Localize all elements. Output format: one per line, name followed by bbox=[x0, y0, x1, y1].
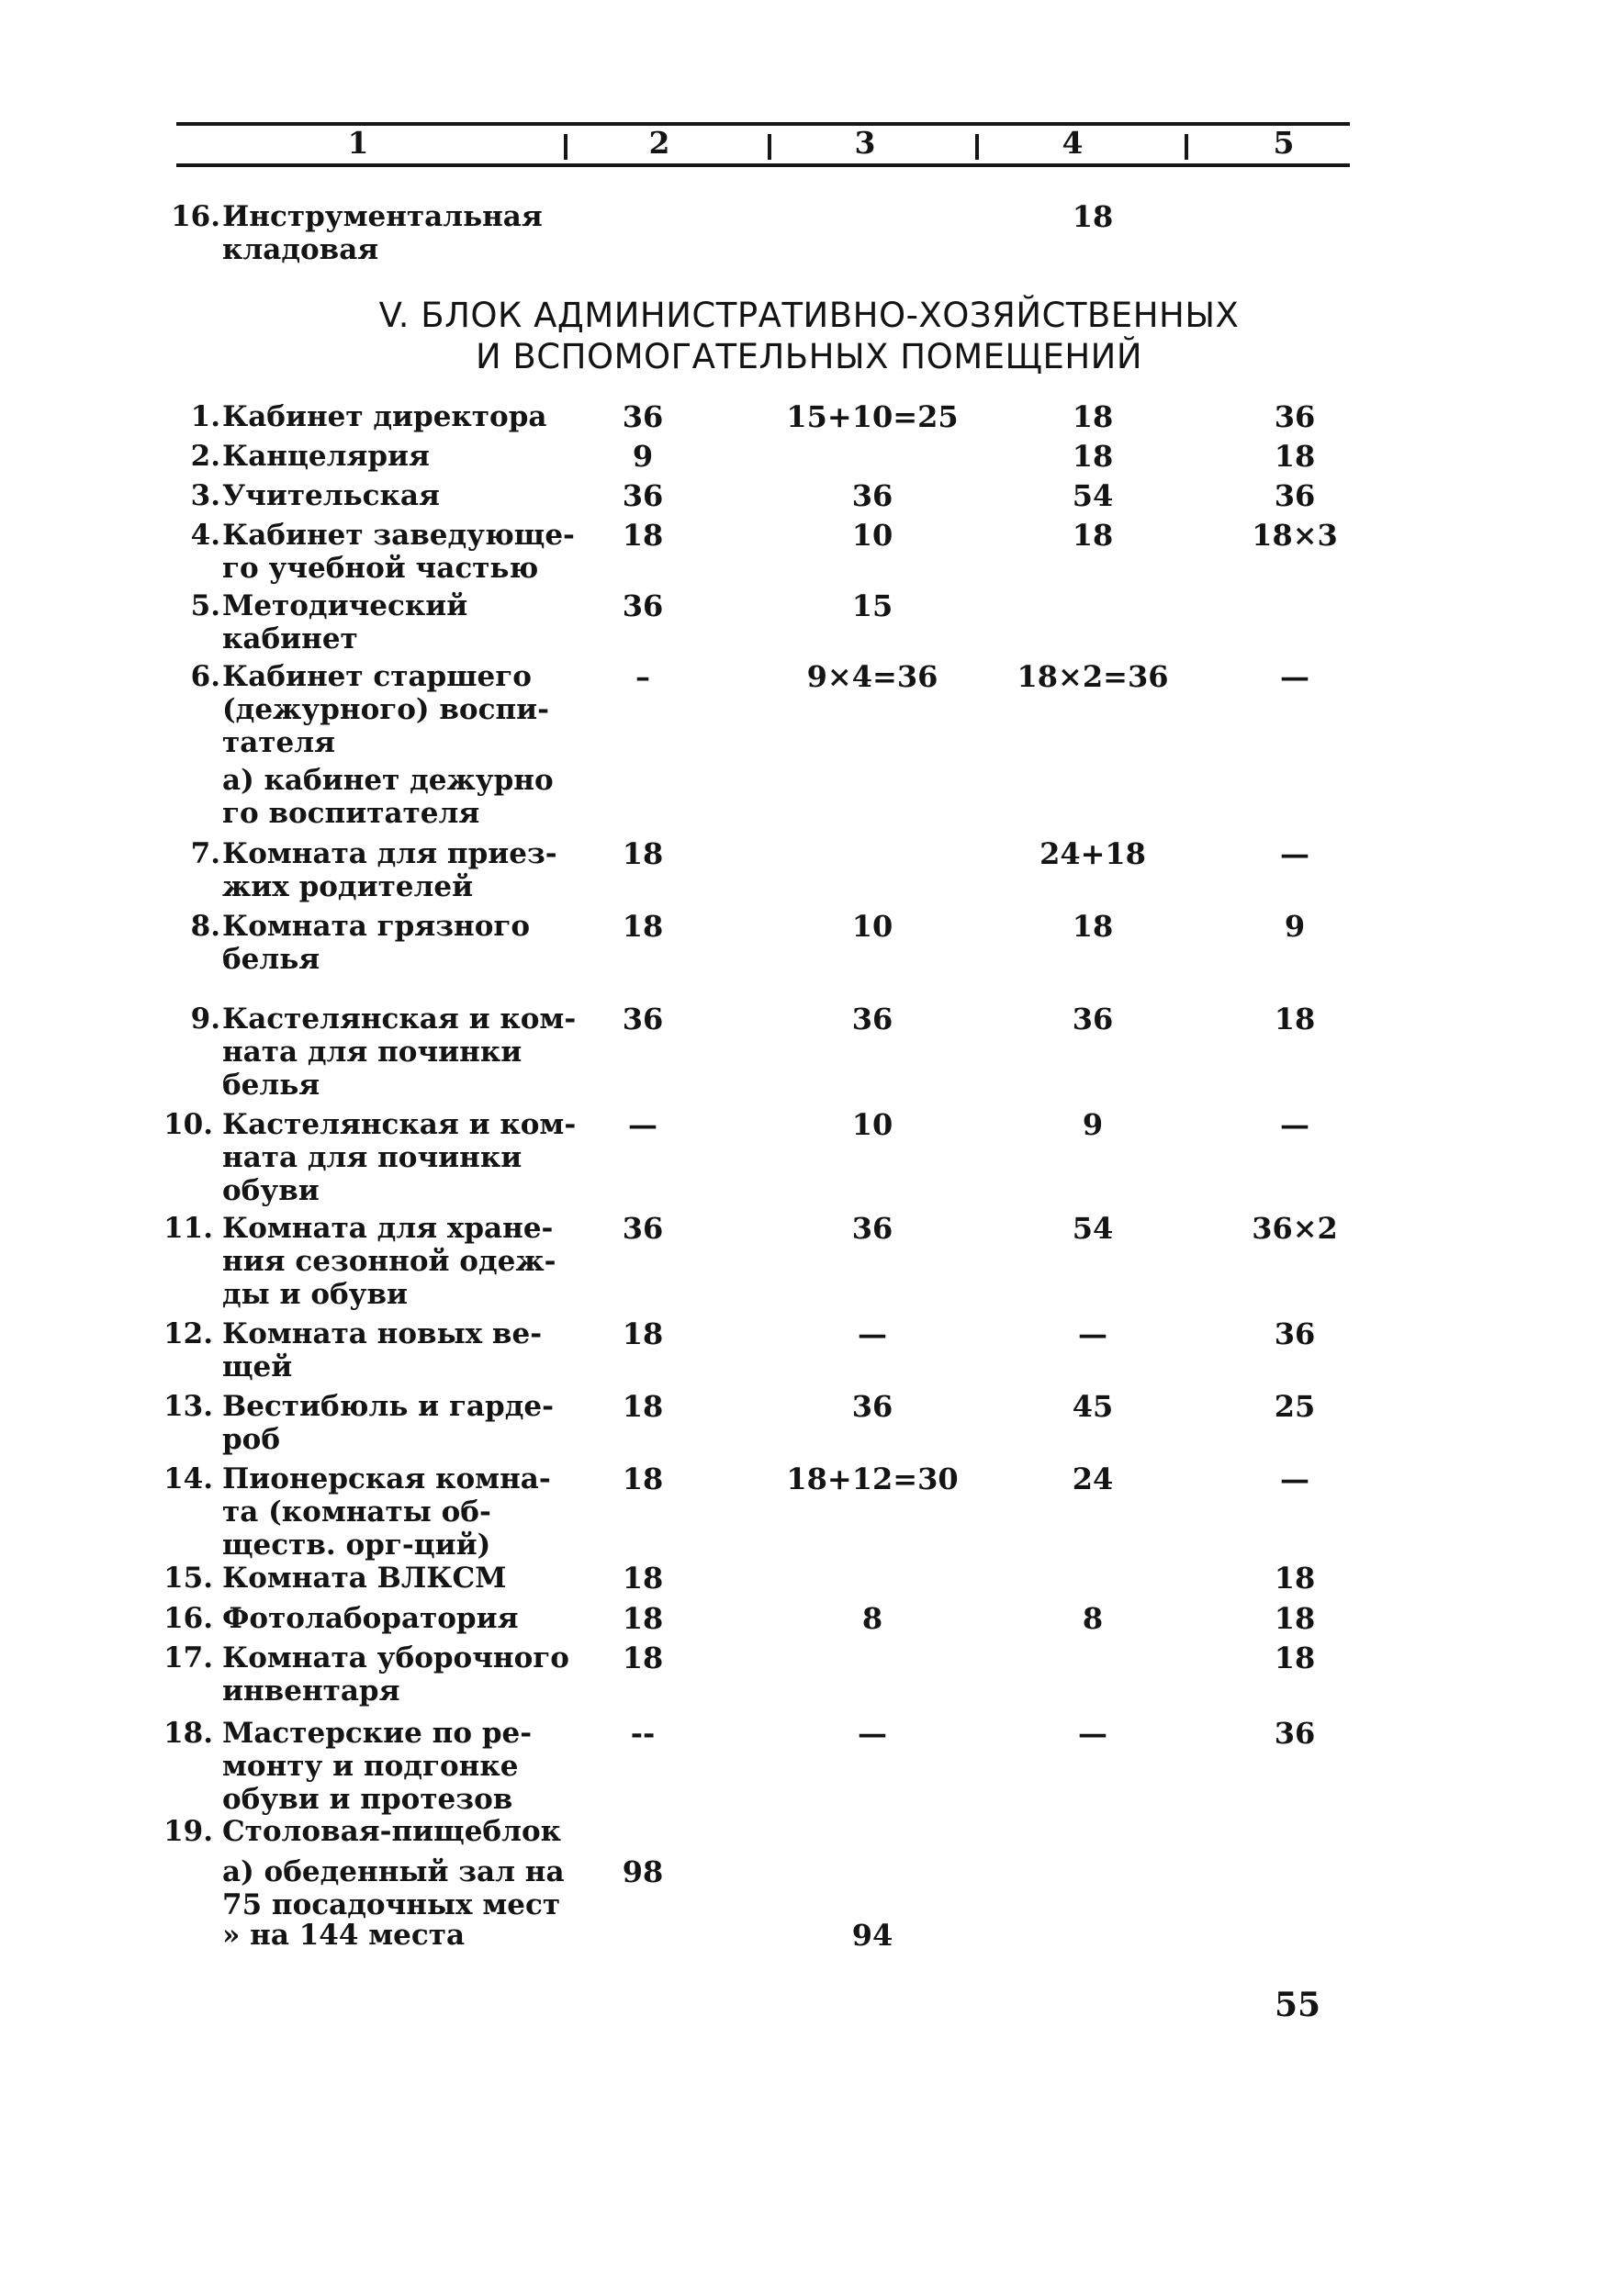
row-label bbox=[222, 837, 562, 903]
cell-col-3: 36 bbox=[851, 1389, 893, 1424]
row-label bbox=[222, 1390, 562, 1456]
cell-col-2: 36 bbox=[622, 1211, 664, 1246]
header-divider bbox=[768, 134, 771, 160]
cell-col-4: 54 bbox=[1072, 1211, 1114, 1246]
row-label bbox=[222, 400, 562, 433]
row-label-line: » на 144 места bbox=[222, 1919, 466, 1952]
row-label bbox=[222, 1562, 562, 1595]
row-label-line: жих родителей bbox=[222, 870, 474, 903]
row-label bbox=[222, 1641, 569, 1708]
row-number: 1. bbox=[190, 400, 220, 433]
row-label-line: та (комнаты об- bbox=[222, 1495, 491, 1529]
page-number: 55 bbox=[1275, 1986, 1321, 2024]
row-number: 12. bbox=[163, 1317, 213, 1350]
cell-col-5: 18 bbox=[1274, 1561, 1316, 1596]
row-label bbox=[222, 1855, 565, 1921]
cell-col-2: 36 bbox=[622, 1002, 664, 1036]
cell-col-3: 10 bbox=[851, 909, 893, 944]
row-label-line: Кастелянская и ком- bbox=[222, 1108, 577, 1141]
cell-col-5: 25 bbox=[1274, 1389, 1316, 1424]
row-number: 4. bbox=[190, 519, 220, 552]
cell-col-3: 94 bbox=[851, 1918, 893, 1953]
header-divider bbox=[564, 134, 567, 160]
cell-col-5: — bbox=[1280, 659, 1309, 694]
cell-col-3: 10 bbox=[851, 1107, 893, 1142]
row-label-line: Канцелярия bbox=[222, 440, 430, 473]
cell-col-5: 36×2 bbox=[1252, 1211, 1338, 1246]
row-number: 11. bbox=[163, 1212, 213, 1245]
cell-col-3: 36 bbox=[851, 1211, 893, 1246]
row-label-line: белья bbox=[222, 1069, 320, 1102]
cell-col-2: 36 bbox=[622, 588, 664, 623]
cell-col-5: 18 bbox=[1274, 1002, 1316, 1036]
cell-col-2: — bbox=[628, 1107, 657, 1142]
cell-col-3: 36 bbox=[851, 1002, 893, 1036]
header-col-2: 2 bbox=[648, 125, 670, 161]
row-label-line: го воспитателя bbox=[222, 797, 480, 830]
cell-col-2: 36 bbox=[622, 478, 664, 513]
row-label-line: Комната новых ве- bbox=[222, 1317, 543, 1350]
row-label bbox=[222, 910, 562, 976]
cell-col-4: 8 bbox=[1082, 1601, 1104, 1636]
row-label-line: Инструментальная bbox=[222, 200, 543, 233]
header-col-5: 5 bbox=[1273, 125, 1295, 161]
header-divider bbox=[975, 134, 979, 160]
row-label-line: Комната уборочного bbox=[222, 1641, 569, 1674]
cell-col-3: 15 bbox=[851, 588, 893, 623]
row-label-line: белья bbox=[222, 943, 320, 976]
cell-col-3: 18+12=30 bbox=[786, 1462, 959, 1496]
cell-col-2: 18 bbox=[622, 1462, 664, 1496]
row-label bbox=[222, 1002, 577, 1102]
row-label-line: щей bbox=[222, 1350, 293, 1383]
cell-col-2: 18 bbox=[622, 909, 664, 944]
cell-col-4: 18 bbox=[1072, 439, 1114, 474]
cell-col-4: 18×2=36 bbox=[1017, 659, 1169, 694]
cell-col-4: 24+18 bbox=[1039, 836, 1146, 871]
cell-col-5: 36 bbox=[1274, 1716, 1316, 1751]
row-label-line: Кастелянская и ком- bbox=[222, 1002, 577, 1036]
cell-col-3: 9×4=36 bbox=[806, 659, 938, 694]
cell-col-4: 45 bbox=[1072, 1389, 1114, 1424]
row-label-line: (дежурного) воспи- bbox=[222, 693, 550, 726]
row-label-line: кабинет bbox=[222, 622, 358, 655]
cell-col-2: 98 bbox=[622, 1854, 664, 1889]
row-number: 16. bbox=[171, 200, 220, 233]
row-label-line: Методический bbox=[222, 589, 468, 622]
cell-col-2: – bbox=[635, 659, 650, 694]
row-label bbox=[222, 440, 562, 473]
cell-col-5: 18×3 bbox=[1252, 518, 1338, 553]
row-label-line: Комната ВЛКСМ bbox=[222, 1562, 507, 1595]
row-label-line: обуви bbox=[222, 1174, 320, 1207]
row-label bbox=[222, 764, 562, 830]
row-label-line: Кабинет заведующе- bbox=[222, 519, 575, 552]
row-number: 10. bbox=[163, 1108, 213, 1141]
row-label bbox=[222, 1212, 562, 1311]
row-label-line: 75 посадочных мест bbox=[222, 1888, 561, 1921]
cell-col-5: — bbox=[1280, 1107, 1309, 1142]
header-col-4: 4 bbox=[1062, 125, 1084, 161]
cell-col-4: 18 bbox=[1072, 909, 1114, 944]
header-divider bbox=[1185, 134, 1188, 160]
row-label-line: а) кабинет дежурно bbox=[222, 764, 554, 797]
cell-col-4: 36 bbox=[1072, 1002, 1114, 1036]
row-number: 9. bbox=[190, 1002, 220, 1036]
cell-col-2: 18 bbox=[622, 1601, 664, 1636]
row-label-line: Комната для хране- bbox=[222, 1212, 554, 1245]
row-label bbox=[222, 1108, 577, 1207]
cell-col-2: 18 bbox=[622, 1316, 664, 1351]
row-label-line: Комната для приез- bbox=[222, 837, 557, 870]
cell-col-5: 36 bbox=[1274, 399, 1316, 434]
cell-col-4: 54 bbox=[1072, 478, 1114, 513]
row-number: 16. bbox=[163, 1602, 213, 1635]
section-title-line-2: И ВСПОМОГАТЕЛЬНЫХ ПОМЕЩЕНИЙ bbox=[475, 337, 1143, 376]
cell-col-2: 18 bbox=[622, 836, 664, 871]
cell-col-4: 18 bbox=[1072, 399, 1114, 434]
row-label-line: Комната грязного bbox=[222, 910, 531, 943]
row-label bbox=[222, 200, 562, 266]
row-label bbox=[222, 519, 575, 585]
row-number: 8. bbox=[190, 910, 220, 943]
row-number: 13. bbox=[163, 1390, 213, 1423]
cell-col-3: 10 bbox=[851, 518, 893, 553]
cell-col-3: 15+10=25 bbox=[786, 399, 959, 434]
cell-col-2: 18 bbox=[622, 518, 664, 553]
row-label bbox=[222, 1815, 562, 1848]
row-label-line: Столовая-пищеблок bbox=[222, 1815, 562, 1848]
cell-col-4: 18 bbox=[1072, 518, 1114, 553]
cell-col-4: 24 bbox=[1072, 1462, 1114, 1496]
row-number: 7. bbox=[190, 837, 220, 870]
row-number: 5. bbox=[190, 589, 220, 622]
row-label-line: ществ. орг-ций) bbox=[222, 1529, 491, 1562]
row-label bbox=[222, 1919, 562, 1952]
row-number: 3. bbox=[190, 479, 220, 512]
row-label-line: Учительская bbox=[222, 479, 440, 512]
cell-col-5: 36 bbox=[1274, 478, 1316, 513]
row-label-line: монту и подгонке bbox=[222, 1750, 519, 1783]
row-label bbox=[222, 589, 562, 655]
cell-col-4: 9 bbox=[1082, 1107, 1104, 1142]
cell-col-5: 18 bbox=[1274, 439, 1316, 474]
row-number: 6. bbox=[190, 660, 220, 693]
row-label-line: Пионерская комна- bbox=[222, 1462, 551, 1495]
header-col-3: 3 bbox=[854, 125, 876, 161]
cell-col-3: — bbox=[858, 1316, 887, 1351]
row-label-line: Фотолаборатория bbox=[222, 1602, 519, 1635]
row-label-line: ния сезонной одеж- bbox=[222, 1245, 556, 1278]
row-label-line: инвентаря bbox=[222, 1674, 400, 1708]
row-label-line: кладовая bbox=[222, 233, 379, 266]
row-label-line: Мастерские по ре- bbox=[222, 1717, 533, 1750]
row-label-line: ната для починки bbox=[222, 1141, 522, 1174]
row-label-line: роб bbox=[222, 1423, 281, 1456]
cell-col-2: 18 bbox=[622, 1561, 664, 1596]
cell-col-5: 36 bbox=[1274, 1316, 1316, 1351]
header-col-1: 1 bbox=[347, 125, 369, 161]
row-label bbox=[222, 1602, 562, 1635]
cell-col-3: — bbox=[858, 1716, 887, 1751]
row-label-line: ната для починки bbox=[222, 1036, 522, 1069]
row-number: 2. bbox=[190, 440, 220, 473]
row-label-line: Вестибюль и гарде- bbox=[222, 1390, 554, 1423]
row-label-line: обуви и протезов bbox=[222, 1783, 513, 1816]
row-label bbox=[222, 1717, 562, 1816]
cell-col-2: 9 bbox=[632, 439, 654, 474]
row-label bbox=[222, 479, 562, 512]
row-number: 14. bbox=[163, 1462, 213, 1495]
section-title-line-1: V. БЛОК АДМИНИСТРАТИВНО-ХОЗЯЙСТВЕННЫХ bbox=[378, 296, 1240, 335]
header-bottom-rule bbox=[176, 163, 1350, 167]
cell-col-4: — bbox=[1078, 1316, 1107, 1351]
row-number: 15. bbox=[163, 1562, 213, 1595]
row-label-line: ды и обуви bbox=[222, 1278, 409, 1311]
cell-col-2: -- bbox=[630, 1716, 656, 1751]
row-label-line: Кабинет директора bbox=[222, 400, 547, 433]
cell-col-2: 18 bbox=[622, 1389, 664, 1424]
row-label-line: тателя bbox=[222, 726, 335, 759]
row-label-line: а) обеденный зал на bbox=[222, 1855, 565, 1888]
cell-col-4: — bbox=[1078, 1716, 1107, 1751]
row-label bbox=[222, 1462, 562, 1562]
row-label bbox=[222, 660, 562, 759]
row-number: 19. bbox=[163, 1815, 213, 1848]
cell-col-5: 9 bbox=[1284, 909, 1306, 944]
cell-col-5: 18 bbox=[1274, 1601, 1316, 1636]
row-label-line: Кабинет старшего bbox=[222, 660, 532, 693]
cell-col-2: 18 bbox=[622, 1641, 664, 1675]
row-label-line: го учебной частью bbox=[222, 552, 539, 585]
row-number: 17. bbox=[163, 1641, 213, 1674]
cell-col-3: 36 bbox=[851, 478, 893, 513]
cell-col-3: 8 bbox=[861, 1601, 883, 1636]
cell-col-4: 18 bbox=[1072, 199, 1114, 234]
row-label bbox=[222, 1317, 562, 1383]
cell-col-5: 18 bbox=[1274, 1641, 1316, 1675]
row-number: 18. bbox=[163, 1717, 213, 1750]
cell-col-2: 36 bbox=[622, 399, 664, 434]
cell-col-5: — bbox=[1280, 1462, 1309, 1496]
cell-col-5: — bbox=[1280, 836, 1309, 871]
